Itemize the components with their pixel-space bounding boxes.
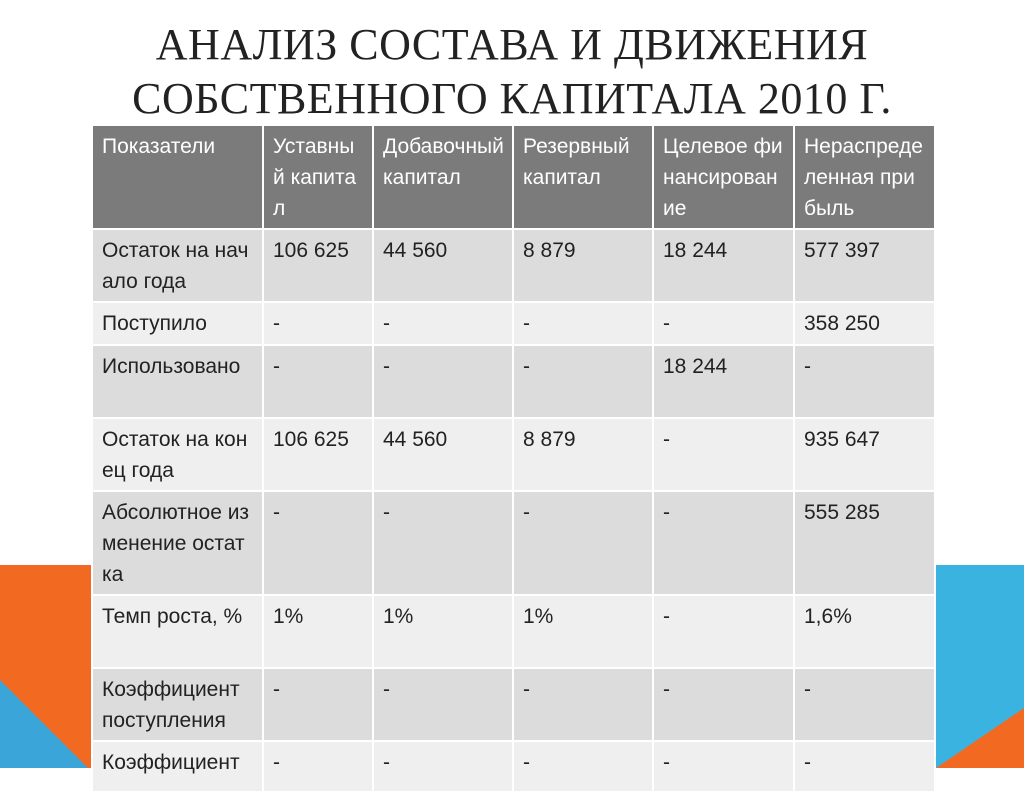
table-cell: - [263, 668, 373, 741]
table-cell: 358 250 [794, 302, 935, 345]
table-cell: - [653, 418, 794, 491]
table-row [92, 595, 935, 668]
table-cell: - [653, 741, 794, 792]
decorative-blue-triangle [0, 680, 88, 768]
table-cell: - [513, 491, 653, 595]
row-label: Коэффициент поступления [92, 668, 263, 741]
column-header-reserve-capital: Резервный капитал [513, 125, 653, 229]
table-row [92, 345, 935, 418]
table-cell: - [373, 741, 513, 792]
column-header-authorized-capital: Уставный капитал [263, 125, 373, 229]
table-cell: 8 879 [513, 418, 653, 491]
table-cell: - [513, 302, 653, 345]
table-cell: - [513, 741, 653, 792]
column-header-target-financing: Целевое финансирование [653, 125, 794, 229]
row-label: Абсолютное изменение остатка [92, 491, 263, 595]
row-label: Остаток на начало года [92, 229, 263, 302]
table-cell: 106 625 [263, 418, 373, 491]
table-cell: 8 879 [513, 229, 653, 302]
table-cell: - [373, 668, 513, 741]
table-cell: 18 244 [653, 229, 794, 302]
table-row [92, 229, 935, 302]
table-cell: - [653, 491, 794, 595]
decorative-orange-triangle [936, 708, 1024, 768]
table-cell: - [263, 302, 373, 345]
table-row [92, 491, 935, 595]
table-cell: 44 560 [373, 418, 513, 491]
slide-title [0, 18, 1024, 126]
table-cell: - [794, 345, 935, 418]
table-cell: 106 625 [263, 229, 373, 302]
table-cell: 1% [263, 595, 373, 668]
table-cell: - [263, 345, 373, 418]
table-row [92, 668, 935, 741]
column-header-retained-earnings: Нераспределенная прибыль [794, 125, 935, 229]
table-cell: - [653, 668, 794, 741]
capital-analysis-table [91, 124, 936, 793]
table-header-row [92, 125, 935, 229]
row-label: Темп роста, % [92, 595, 263, 668]
table-cell: - [653, 302, 794, 345]
table-cell: 935 647 [794, 418, 935, 491]
table-cell: 1% [513, 595, 653, 668]
row-label: Остаток на конец года [92, 418, 263, 491]
column-header-indicators: Показатели [92, 125, 263, 229]
slide-title-line-1: АНАЛИЗ СОСТАВА И ДВИЖЕНИЯ [155, 20, 869, 69]
row-label: Использовано [92, 345, 263, 418]
table-cell: 44 560 [373, 229, 513, 302]
table-cell: - [653, 595, 794, 668]
table-cell: - [263, 491, 373, 595]
table-cell: - [373, 491, 513, 595]
column-header-additional-capital: Добавочный капитал [373, 125, 513, 229]
table-cell: - [513, 345, 653, 418]
table-cell: 555 285 [794, 491, 935, 595]
table-cell: - [373, 302, 513, 345]
row-label: Коэффициент [92, 741, 263, 792]
table-row [92, 741, 935, 792]
table-cell: - [373, 345, 513, 418]
table-cell: - [263, 741, 373, 792]
table-cell: 1% [373, 595, 513, 668]
table-cell: 1,6% [794, 595, 935, 668]
table-cell: - [513, 668, 653, 741]
table-row [92, 418, 935, 491]
table-row [92, 302, 935, 345]
row-label: Поступило [92, 302, 263, 345]
table-cell: 577 397 [794, 229, 935, 302]
table-cell: - [794, 668, 935, 741]
slide-title-line-2: СОБСТВЕННОГО КАПИТАЛА 2010 Г. [132, 74, 892, 123]
table-cell: 18 244 [653, 345, 794, 418]
table-cell: - [794, 741, 935, 792]
